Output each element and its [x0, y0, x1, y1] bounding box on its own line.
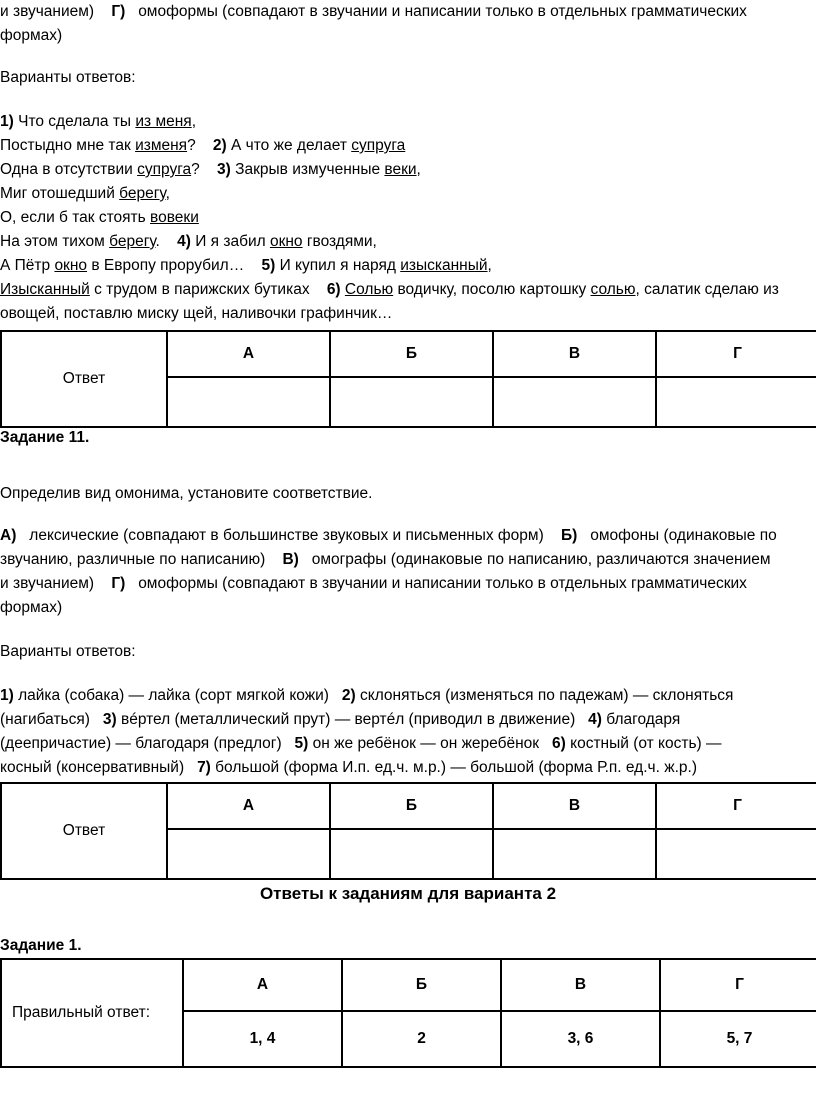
- text: и звучанием): [0, 3, 95, 20]
- column-header: А: [183, 959, 342, 1011]
- underlined-word: Солью: [344, 281, 394, 298]
- answer-value: 5, 7: [660, 1011, 816, 1067]
- task-instruction: Определив вид омонима, установите соответствие.: [0, 485, 373, 502]
- variant-number: 3): [102, 711, 117, 728]
- column-header: В: [493, 331, 656, 377]
- text-line: [0, 206, 199, 230]
- text: (деепричастие) — благодаря (предлог): [0, 735, 282, 752]
- text-line: [0, 134, 405, 158]
- text: костный (от кость) —: [570, 735, 722, 752]
- underlined-word: Изысканный: [0, 281, 90, 298]
- answer-cell[interactable]: [493, 377, 656, 427]
- underlined-word: вовеки: [150, 209, 199, 226]
- variants-label: Варианты ответов:: [0, 643, 136, 660]
- text: благодаря: [606, 711, 681, 728]
- text: большой (форма И.п. ед.ч. м.р.) — большой (форма Р.п. ед.ч. ж.р.): [215, 759, 697, 776]
- answer-value: 2: [342, 1011, 501, 1067]
- text: звучанию, различные по написанию): [0, 551, 266, 568]
- text-line: [0, 756, 697, 780]
- text-line: [0, 0, 747, 24]
- text-line: [0, 524, 777, 548]
- answer-cell[interactable]: [167, 829, 330, 879]
- text-line: [0, 732, 722, 756]
- text: он же ребёнок — он жеребёнок: [312, 735, 540, 752]
- answer-cell[interactable]: [656, 377, 816, 427]
- underlined-word: окно: [54, 257, 88, 274]
- text: О, если б так стоять: [0, 209, 151, 226]
- option-letter: Г): [111, 575, 126, 592]
- text: .: [155, 233, 160, 250]
- variant-number: 5): [261, 257, 276, 274]
- correct-answer-table: [0, 958, 816, 1068]
- text: ,: [165, 185, 170, 202]
- text: ?: [191, 161, 200, 178]
- underlined-word: изменя: [135, 137, 188, 154]
- text-line: [0, 182, 170, 206]
- answer-table: [0, 782, 816, 880]
- variant-number: 4): [177, 233, 191, 250]
- variant-number: 7): [197, 759, 211, 776]
- text-line: [0, 684, 733, 708]
- answer-cell[interactable]: [330, 377, 493, 427]
- text: И купил я наряд: [279, 257, 401, 274]
- row-label: Ответ: [1, 331, 167, 427]
- text: косный (консервативный): [0, 759, 185, 776]
- text: А Пётр: [0, 257, 55, 274]
- underlined-word: берегу: [109, 233, 156, 250]
- text: Одна в отсутствии: [0, 161, 138, 178]
- variant-number: 6): [552, 735, 566, 752]
- underlined-word: изысканный: [400, 257, 488, 274]
- option-letter: Г): [111, 3, 126, 20]
- text: На этом тихом: [0, 233, 110, 250]
- text-line: [0, 110, 196, 134]
- text-line: [0, 572, 747, 596]
- underlined-word: супруга: [351, 137, 406, 154]
- text: склоняться (изменяться по падежам) — склоняться: [359, 687, 734, 704]
- text: Постыдно мне так: [0, 137, 136, 154]
- text: А что же делает: [231, 137, 352, 154]
- underlined-word: солью: [590, 281, 636, 298]
- text: вéртел (металлический прут) — вертéл (приводил в движение): [120, 711, 576, 728]
- text: в Европу прорубил…: [87, 257, 245, 274]
- text: омографы (одинаковые по написанию, различаются значением: [311, 551, 771, 568]
- text-line: овощей, поставлю миску щей, наливочки графинчик…: [0, 305, 393, 322]
- column-header: Г: [656, 331, 816, 377]
- column-header: В: [501, 959, 660, 1011]
- underlined-word: из меня: [135, 113, 192, 130]
- variant-number: 2): [341, 687, 356, 704]
- text: омофоны (одинаковые по: [590, 527, 777, 544]
- column-header: Г: [656, 783, 816, 829]
- option-letter: А): [0, 527, 17, 544]
- row-label: Ответ: [1, 783, 167, 879]
- task-title: Задание 1.: [0, 937, 82, 954]
- column-header: В: [493, 783, 656, 829]
- variants-label: Варианты ответов:: [0, 69, 136, 86]
- text-line: формах): [0, 27, 63, 44]
- answer-cell[interactable]: [167, 377, 330, 427]
- answer-cell[interactable]: [656, 829, 816, 879]
- text: водичку, посолю картошку: [393, 281, 591, 298]
- text: Что сделала ты: [18, 113, 136, 130]
- answer-cell[interactable]: [493, 829, 656, 879]
- text-line: [0, 158, 421, 182]
- text-line: [0, 708, 680, 732]
- variant-number: 5): [294, 735, 309, 752]
- variant-number: 4): [588, 711, 602, 728]
- text: ,: [416, 161, 421, 178]
- column-header: А: [167, 331, 330, 377]
- text: с трудом в парижских бутиках: [89, 281, 310, 298]
- text-line: [0, 548, 771, 572]
- text: (нагибаться): [0, 711, 90, 728]
- answer-cell[interactable]: [330, 829, 493, 879]
- option-letter: В): [282, 551, 299, 568]
- variant-number: 1): [0, 687, 14, 704]
- variant-number: 6): [326, 281, 341, 298]
- answer-value: 3, 6: [501, 1011, 660, 1067]
- answer-table: [0, 330, 816, 428]
- answer-value: 1, 4: [183, 1011, 342, 1067]
- column-header: Б: [330, 783, 493, 829]
- underlined-word: окно: [269, 233, 303, 250]
- text: И я забил: [195, 233, 270, 250]
- text: ,: [191, 113, 196, 130]
- underlined-word: веки: [384, 161, 417, 178]
- row-label: Правильный ответ:: [1, 959, 183, 1067]
- text-line: [0, 230, 377, 254]
- text: и звучанием): [0, 575, 95, 592]
- variant-number: 1): [0, 113, 14, 130]
- text: лайка (собака) — лайка (сорт мягкой кожи): [18, 687, 329, 704]
- variant-number: 3): [217, 161, 231, 178]
- text: лексические (совпадают в большинстве звуковых и письменных форм): [29, 527, 544, 544]
- text: омоформы (совпадают в звучании и написании только в отдельных грамматических: [138, 575, 747, 592]
- text: Миг отошедший: [0, 185, 120, 202]
- text-line: формах): [0, 599, 63, 616]
- text: , салатик сделаю из: [635, 281, 779, 298]
- text: омоформы (совпадают в звучании и написании только в отдельных грамматических: [138, 3, 747, 20]
- text: ,: [487, 257, 492, 274]
- underlined-word: берегу: [119, 185, 166, 202]
- column-header: Г: [660, 959, 816, 1011]
- column-header: А: [167, 783, 330, 829]
- variant-number: 2): [212, 137, 227, 154]
- task-title: Задание 11.: [0, 429, 90, 446]
- column-header: Б: [330, 331, 493, 377]
- option-letter: Б): [560, 527, 578, 544]
- text: гвоздями,: [302, 233, 377, 250]
- text-line: [0, 278, 779, 302]
- column-header: Б: [342, 959, 501, 1011]
- answers-section-title: Ответы к заданиям для варианта 2: [259, 884, 557, 903]
- underlined-word: супруга: [137, 161, 192, 178]
- text: Закрыв измученные: [235, 161, 385, 178]
- text-line: [0, 254, 492, 278]
- text: ?: [187, 137, 196, 154]
